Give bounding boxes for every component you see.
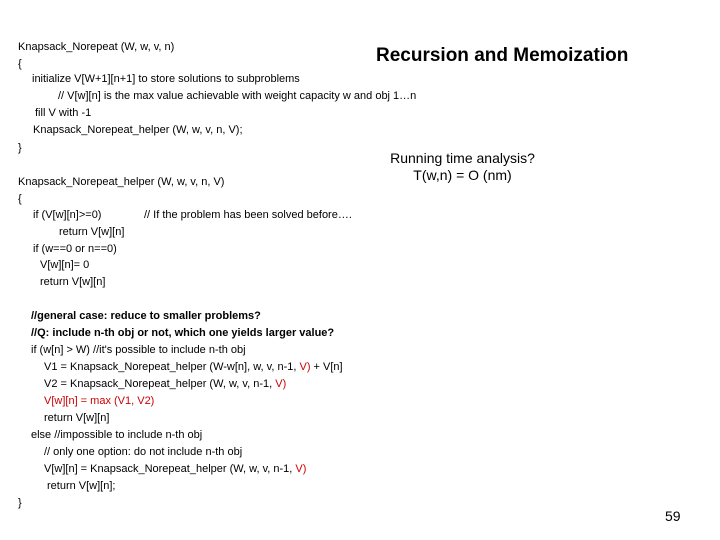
running-time-analysis — [380, 150, 545, 184]
v1-memo-arg: V) — [296, 361, 311, 373]
base-case-return: return V[w][n] — [40, 276, 106, 288]
v1-assign-line — [44, 360, 343, 374]
general-case-comment: //general case: reduce to smaller problems? — [31, 310, 261, 322]
helper-function-header: Knapsack_Norepeat_helper (W, w, v, n, V) — [18, 176, 225, 188]
v2-memo-arg: V) — [272, 378, 287, 390]
else-assign-line — [44, 462, 306, 476]
analysis-question: Running time analysis? — [390, 150, 535, 166]
main-function-header: Knapsack_Norepeat (W, w, v, n) — [18, 41, 175, 53]
else-line: else //impossible to include n-th obj — [31, 429, 203, 441]
v2-call-text: V2 = Knapsack_Norepeat_helper (W, w, v, n-1, — [44, 378, 273, 390]
helper-close-brace: } — [18, 497, 22, 509]
init-comment: // V[w][n] is the max value achievable with weight capacity w and obj 1…n — [58, 90, 417, 102]
v1-value-term: + V[n] — [310, 361, 343, 373]
helper-open-brace: { — [18, 193, 22, 205]
memo-return-line: return V[w][n] — [59, 226, 125, 238]
v1-call-text: V1 = Knapsack_Norepeat_helper (W-w[n], w, v, n-1, — [44, 361, 297, 373]
v2-assign-line — [44, 377, 286, 391]
return-line-2: return V[w][n]; — [47, 480, 116, 492]
init-line: initialize V[W+1][n+1] to store solutions to subproblems — [32, 73, 300, 85]
main-close-brace: } — [18, 142, 22, 154]
analysis-answer: T(w,n) = O (nm) — [413, 167, 512, 183]
helper-call-line: Knapsack_Norepeat_helper (W, w, v, n, V); — [33, 124, 243, 136]
base-case-check: if (w==0 or n==0) — [33, 243, 117, 255]
else-comment: // only one option: do not include n-th obj — [44, 446, 243, 458]
return-line-1: return V[w][n] — [44, 412, 110, 424]
slide-title: Recursion and Memoization — [376, 45, 629, 66]
else-memo-arg: V) — [292, 463, 307, 475]
base-case-assign: V[w][n]= 0 — [40, 259, 90, 271]
else-call-text: V[w][n] = Knapsack_Norepeat_helper (W, w, v, n-1, — [44, 463, 293, 475]
main-open-brace: { — [18, 58, 22, 70]
memo-check-line: if (V[w][n]>=0) — [33, 209, 102, 221]
page-number: 59 — [665, 508, 681, 524]
fill-line: fill V with -1 — [35, 107, 92, 119]
include-check-line: if (w[n] > W) //it's possible to include n-th obj — [31, 344, 246, 356]
question-comment: //Q: include n-th obj or not, which one yields larger value? — [31, 327, 335, 339]
max-assign-line: V[w][n] = max (V1, V2) — [44, 395, 155, 407]
memo-comment: // If the problem has been solved before…. — [144, 209, 352, 221]
